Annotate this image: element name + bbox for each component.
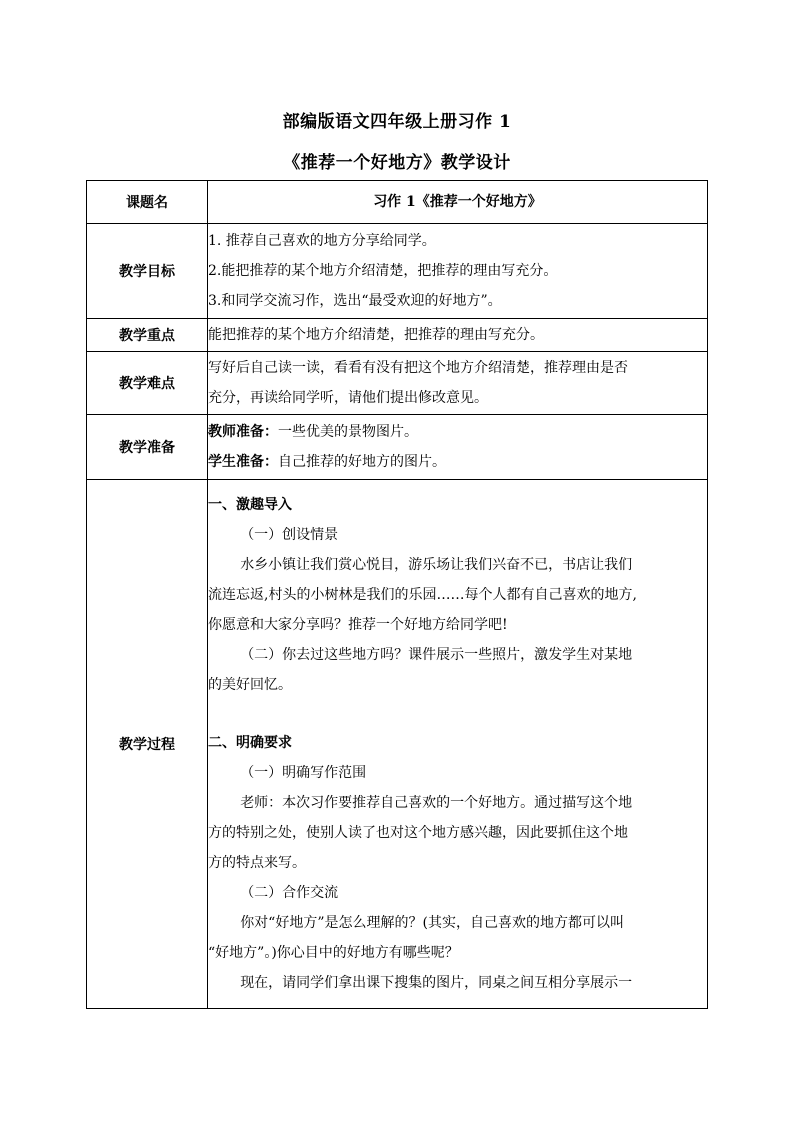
goal-item: 1. 推荐自己喜欢的地方分享给同学。 — [208, 233, 436, 249]
section-1-sub-1: （一）创设情景 — [240, 527, 339, 543]
teacher-prep — [208, 417, 707, 447]
teacher-prep-text: 一些优美的景物图片。 — [278, 424, 418, 440]
section-1-title: 一、激趣导入 — [208, 497, 292, 513]
section-2-title: 二、明确要求 — [208, 735, 292, 751]
section-2-sub-1: （一）明确写作范围 — [240, 765, 367, 781]
goals-label: 教学目标 — [87, 224, 208, 319]
student-prep-lead: 学生准备： — [208, 454, 278, 470]
difficulties-content — [208, 352, 708, 415]
table-row-difficulties — [87, 352, 708, 415]
process-label: 教学过程 — [87, 480, 208, 1009]
topic-label: 课题名 — [87, 181, 208, 224]
difficulty-line: 充分，再读给同学听，请他们提出修改意见。 — [208, 390, 488, 406]
spacer — [208, 700, 707, 728]
difficulties-label: 教学难点 — [87, 352, 208, 415]
paragraph-line: 老师：本次习作要推荐自己喜欢的一个好地方。通过描写这个地 — [240, 795, 633, 811]
lesson-plan-table — [86, 180, 708, 1009]
table-row-key-points — [87, 319, 708, 352]
preparation-label: 教学准备 — [87, 415, 208, 480]
paragraph-line: 方的特点来写。 — [208, 855, 306, 871]
process-content — [208, 480, 708, 1009]
paragraph-line: 水乡小镇让我们赏心悦目，游乐场让我们兴奋不已，书店让我们 — [240, 557, 633, 573]
student-prep-text: 自己推荐的好地方的图片。 — [278, 454, 446, 470]
goal-item: 2.能把推荐的某个地方介绍清楚，把推荐的理由写充分。 — [208, 263, 558, 279]
key-points-text: 能把推荐的某个地方介绍清楚，把推荐的理由写充分。 — [208, 319, 708, 352]
paragraph-line: 方的特别之处，使别人读了也对这个地方感兴趣，因此要抓住这个地 — [208, 825, 628, 841]
section-1-sub-2: （二）你去过这些地方吗？课件展示一些照片，激发学生对某地 — [240, 647, 633, 663]
paragraph-line: 流连忘返,村头的小树林是我们的乐园……每个人都有自己喜欢的地方, — [208, 587, 637, 603]
topic-value: 习作 1《推荐一个好地方》 — [208, 181, 708, 224]
paragraph-line: 你对“好地方”是怎么理解的？(其实，自己喜欢的地方都可以叫 — [240, 915, 624, 931]
paragraph-line: 的美好回忆。 — [208, 677, 292, 693]
teacher-prep-lead: 教师准备： — [208, 424, 278, 440]
preparation-content — [208, 415, 708, 480]
key-points-label: 教学重点 — [87, 319, 208, 352]
section-2-sub-2: （二）合作交流 — [240, 885, 339, 901]
difficulty-line: 写好后自己读一读，看看有没有把这个地方介绍清楚，推荐理由是否 — [208, 360, 628, 376]
goals-content — [208, 224, 708, 319]
goal-item: 3.和同学交流习作，选出“最受欢迎的好地方”。 — [208, 293, 502, 309]
paragraph-line: 现在，请同学们拿出课下搜集的图片，同桌之间互相分享展示一 — [240, 975, 633, 991]
document-title: 部编版语文四年级上册习作 1 — [282, 112, 512, 132]
student-prep — [208, 447, 707, 477]
table-row-process — [87, 480, 708, 1009]
table-row-goals — [87, 224, 708, 319]
table-row-preparation — [87, 415, 708, 480]
paragraph-line: 你愿意和大家分享吗？推荐一个好地方给同学吧! — [208, 617, 508, 633]
document-subtitle: 《推荐一个好地方》教学设计 — [283, 153, 511, 173]
table-row-topic — [87, 181, 708, 224]
paragraph-line: “好地方”。)你心目中的好地方有哪些呢？ — [208, 945, 459, 961]
